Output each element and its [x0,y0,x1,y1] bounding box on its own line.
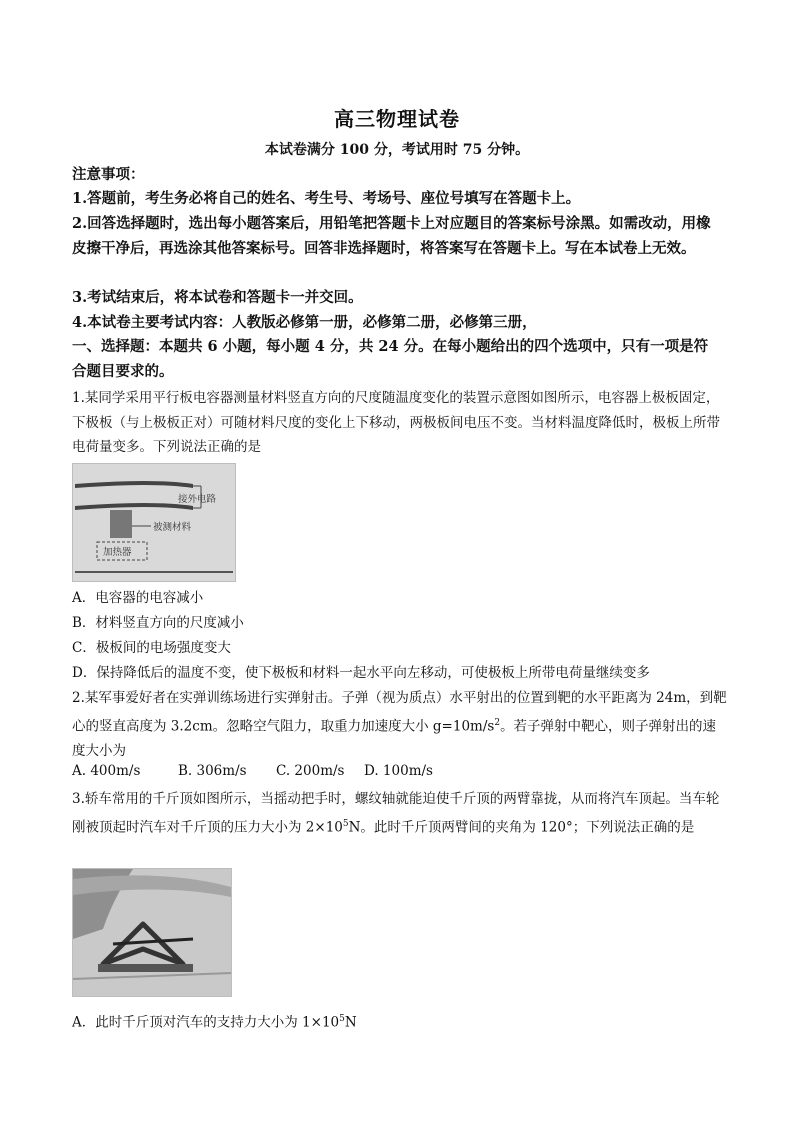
q2-option-c: C. 200m/s [276,763,345,779]
exam-subtitle: 本试卷满分 100 分，考试用时 75 分钟。 [264,142,530,158]
q2-stem-sup: 2 [494,717,501,728]
q1-option-b: B．材料竖直方向的尺度减小 [72,615,244,631]
capacitor-figure [72,463,236,582]
notice-heading: 注意事项： [72,166,145,183]
q2-option-a: A. 400m/s [72,763,141,779]
lower-plate [75,503,193,510]
q2-stem-part1: 2.某军事爱好者在实弹训练场进行实弹射击。子弹（视为质点）水平射出的位置到靶的水平距离为 24m，到靶心的竖直高度为 3.2cm。忽略空气阻力，取重力加速度大小 g=10m/s [72,690,727,734]
q3-option-a-part1: A．此时千斤顶对汽车的支持力大小为 1×10 [72,1014,340,1031]
q3-stem-sup: 5 [342,818,349,829]
question-1-stem: 1.某同学采用平行板电容器测量材料竖直方向的尺度随温度变化的装置示意图如图所示，电容器上极板固定，下极板（与上极板正对）可随材料尺度的变化上下移动，两极板间电压不变。当材料温度降低时，极板上所带电荷量变多。下列说法正确的是 [72,390,720,455]
q2-stem-part2: 。若子弹射中靶心，则子弹射出的速度大小为 [72,718,717,759]
notice-item-1: 1.答题前，考生务必将自己的姓名、考生号、考场号、座位号填写在答题卡上。 [72,190,581,207]
notice-item-3: 3.考试结束后，将本试卷和答题卡一并交回。 [72,289,363,306]
notice-item-2: 2.回答选择题时，选出每小题答案后，用铅笔把答题卡上对应题目的答案标号涂黑。如需改动，用橡皮擦干净后，再选涂其他答案标号。回答非选择题时，将答案写在答题卡上。写在本试卷上无效。 [72,215,711,257]
notice-item-4: 4.本试卷主要考试内容：人教版必修第一册，必修第二册，必修第三册， [72,314,537,331]
q3-option-a [72,1008,357,1034]
q2-option-b: B. 306m/s [178,763,247,779]
circuit-label: 接外电路 [178,494,217,505]
question-3-stem [72,787,727,840]
section-heading: 一、选择题：本题共 6 小题，每小题 4 分，共 24 分。在每小题给出的四个选项中，只有一项是符合题目要求的。 [72,338,709,380]
car-jack-photo [72,868,232,997]
heater-label: 加热器 [103,547,132,558]
q3-option-a-sup: 5 [339,1014,345,1024]
material-label: 被测材料 [153,522,192,533]
q3-option-a-part2: N [344,1014,357,1031]
q1-option-d: D．保持降低后的温度不变，使下极板和材料一起水平向左移动，可使极板上所带电荷量继续变多 [72,665,650,681]
q2-option-d: D. 100m/s [364,763,433,779]
q3-stem-part1: 3.轿车常用的千斤顶如图所示，当摇动把手时，螺纹轴就能迫使千斤顶的两臂靠拢，从而将汽车顶起。当车轮刚被顶起时汽车对千斤顶的压力大小为 2×10 [72,791,720,835]
page-title: 高三物理试卷 [334,107,460,131]
upper-plate [75,481,193,488]
q1-option-a: A．电容器的电容减小 [72,590,204,606]
question-2-stem [72,686,727,763]
q3-stem-part2: N。此时千斤顶两臂间的夹角为 120°；下列说法正确的是 [348,819,695,835]
q1-option-c: C．极板间的电场强度变大 [72,640,231,656]
q2-options [72,763,433,779]
material-block [110,510,132,538]
